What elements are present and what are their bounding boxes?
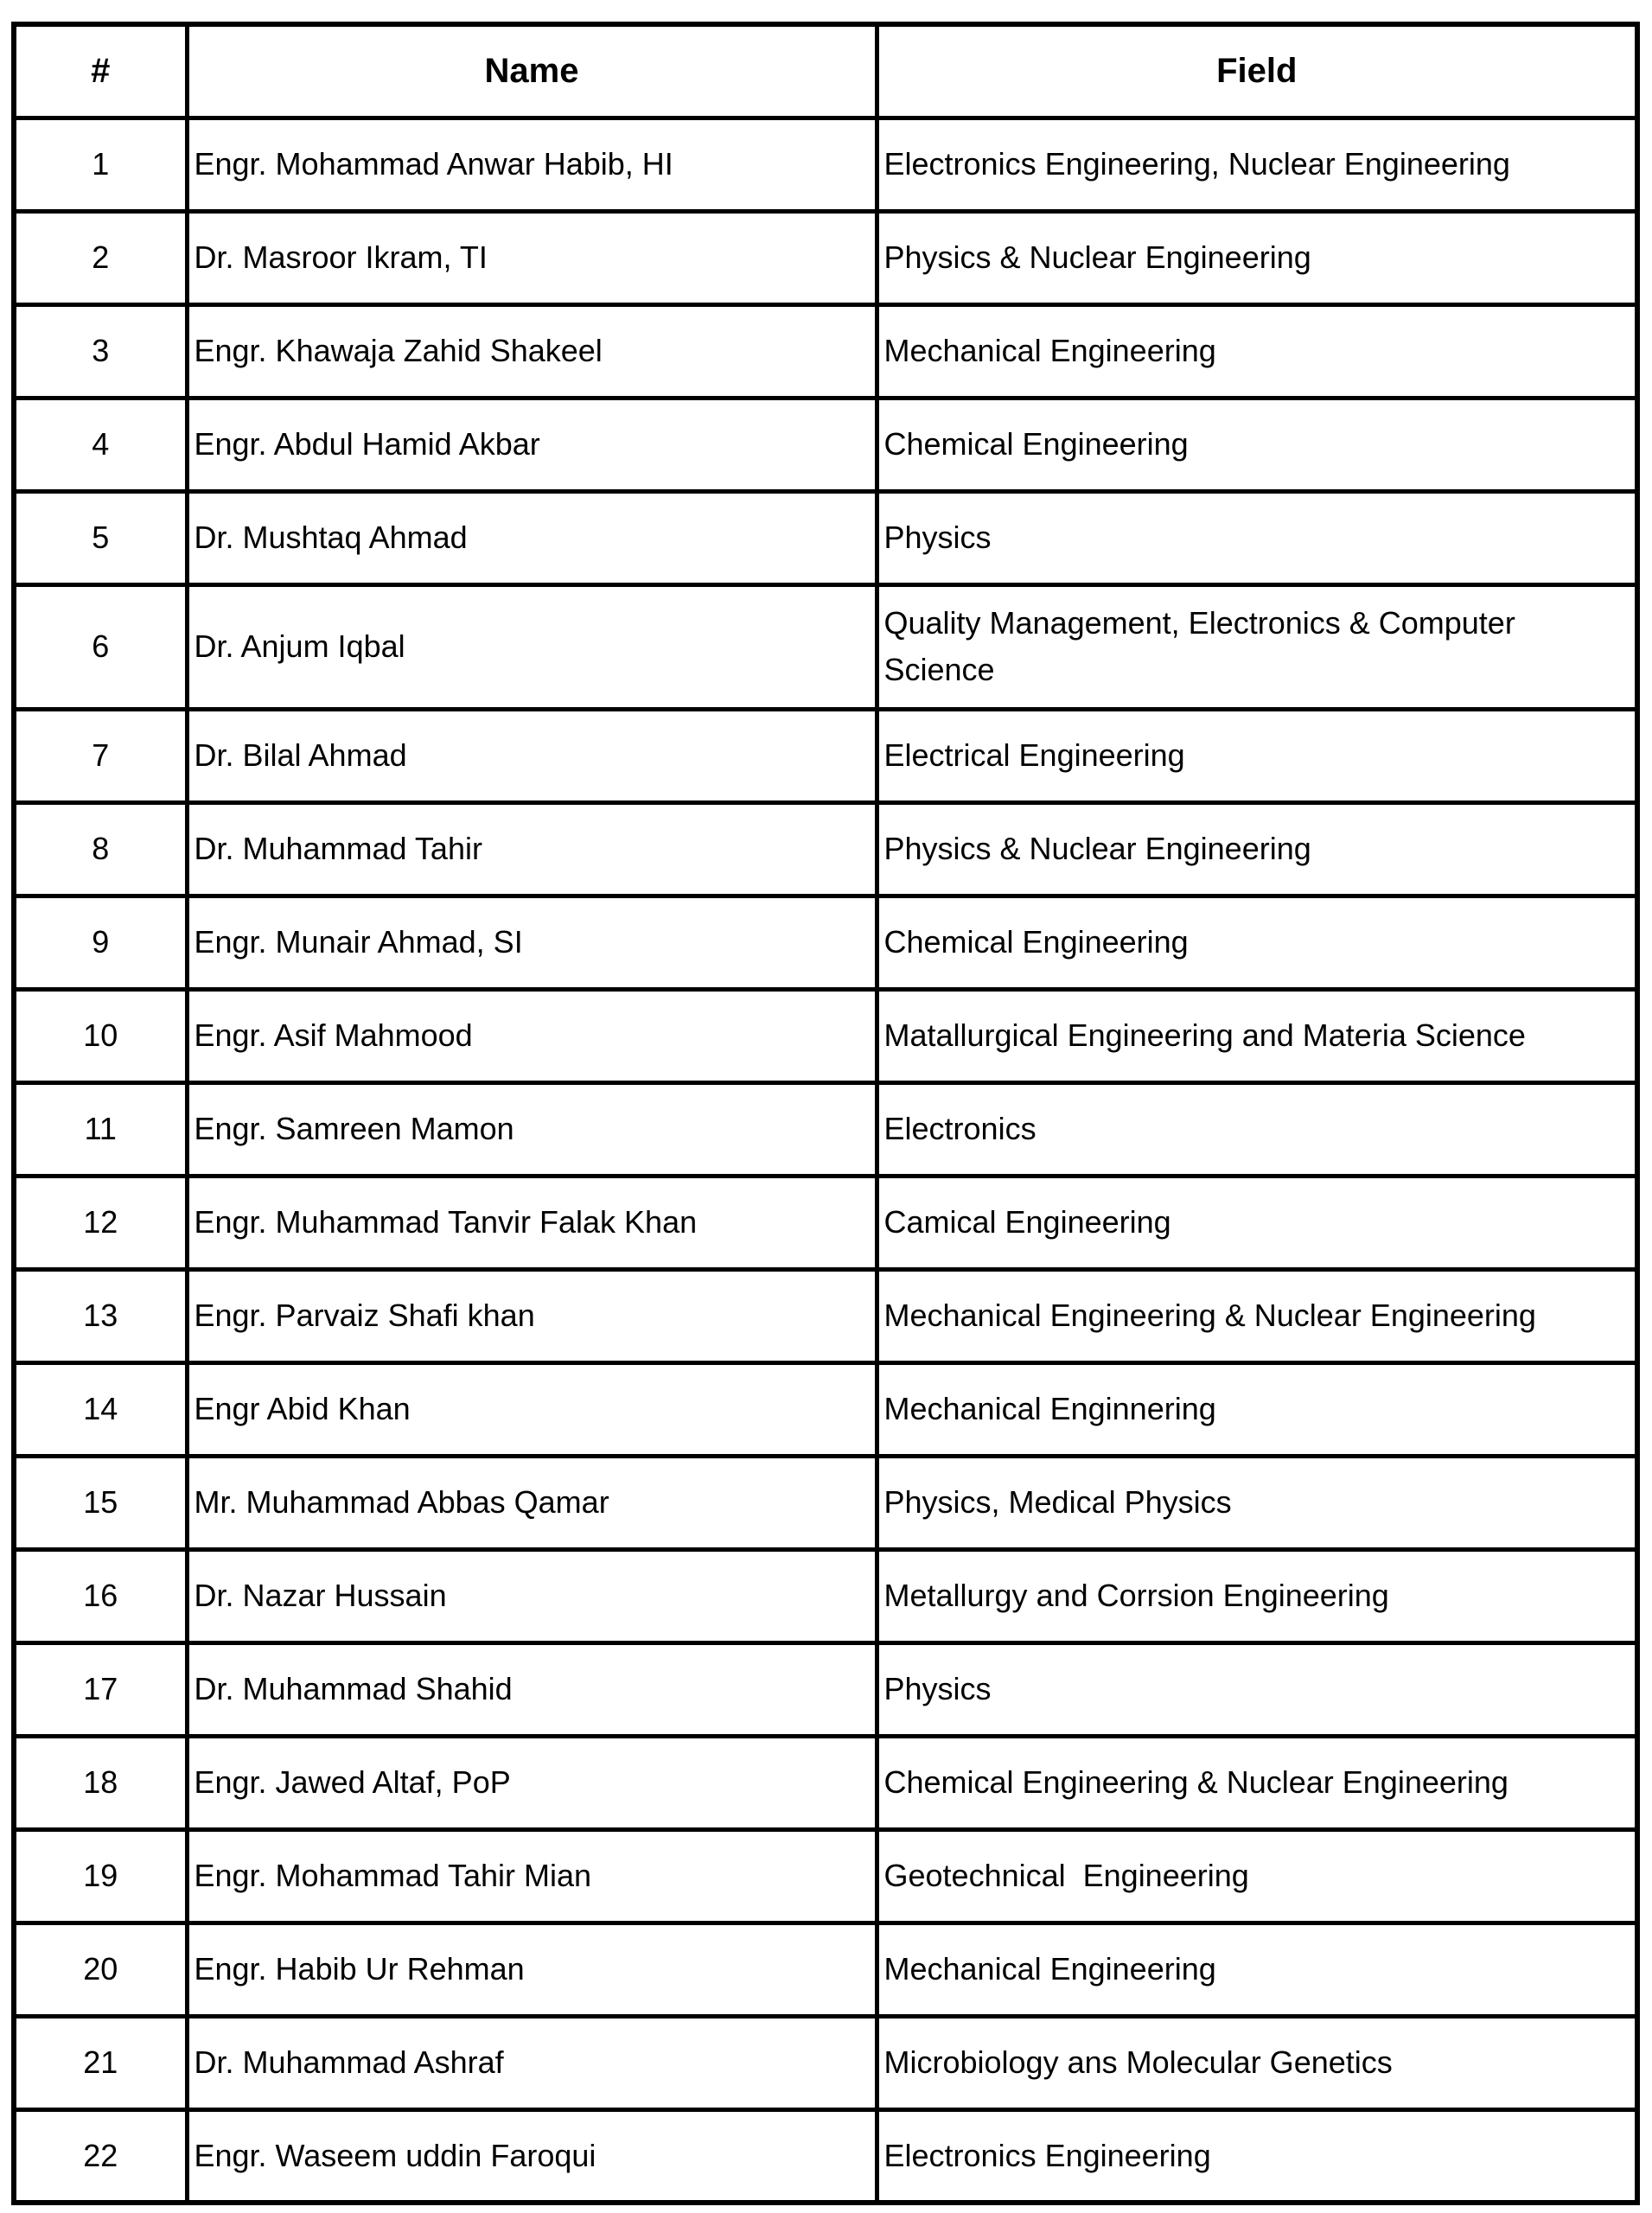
member-field: Physics [877, 491, 1637, 584]
table-row [14, 802, 1637, 896]
table-row [14, 1829, 1637, 1923]
member-field: Camical Engineering [877, 1176, 1637, 1269]
member-name: Dr. Muhammad Tahir [187, 802, 877, 896]
member-name: Dr. Anjum Iqbal [187, 584, 877, 709]
row-number: 4 [14, 398, 187, 491]
row-number: 18 [14, 1736, 187, 1829]
table-row [14, 1362, 1637, 1456]
table-row [14, 118, 1637, 211]
member-name: Dr. Masroor Ikram, TI [187, 211, 877, 304]
column-header-number: # [14, 24, 187, 118]
member-name: Engr. Habib Ur Rehman [187, 1923, 877, 2016]
member-field: Quality Management, Electronics & Computer Science [877, 584, 1637, 709]
member-field: Electronics Engineering, Nuclear Engineering [877, 118, 1637, 211]
row-number: 1 [14, 118, 187, 211]
member-field: Geotechnical Engineering [877, 1829, 1637, 1923]
row-number: 15 [14, 1456, 187, 1549]
table-row [14, 2016, 1637, 2109]
row-number: 14 [14, 1362, 187, 1456]
row-number: 11 [14, 1082, 187, 1176]
column-header-name: Name [187, 24, 877, 118]
member-name: Engr. Munair Ahmad, SI [187, 896, 877, 989]
table-row [14, 584, 1637, 709]
member-field: Mechanical Engineering [877, 304, 1637, 398]
row-number: 22 [14, 2109, 187, 2203]
member-field: Microbiology ans Molecular Genetics [877, 2016, 1637, 2109]
table-row [14, 2109, 1637, 2203]
header-row [14, 24, 1637, 118]
member-name: Engr. Asif Mahmood [187, 989, 877, 1082]
table-row [14, 709, 1637, 802]
table-row [14, 491, 1637, 584]
row-number: 5 [14, 491, 187, 584]
member-name: Engr. Muhammad Tanvir Falak Khan [187, 1176, 877, 1269]
member-name: Dr. Bilal Ahmad [187, 709, 877, 802]
member-name: Dr. Muhammad Shahid [187, 1642, 877, 1736]
row-number: 3 [14, 304, 187, 398]
member-name: Dr. Mushtaq Ahmad [187, 491, 877, 584]
member-field: Mechanical Engineering & Nuclear Engineering [877, 1269, 1637, 1362]
member-name: Mr. Muhammad Abbas Qamar [187, 1456, 877, 1549]
row-number: 20 [14, 1923, 187, 2016]
row-number: 6 [14, 584, 187, 709]
row-number: 12 [14, 1176, 187, 1269]
member-name: Engr. Jawed Altaf, PoP [187, 1736, 877, 1829]
member-field: Chemical Engineering [877, 896, 1637, 989]
row-number: 13 [14, 1269, 187, 1362]
members-table [11, 22, 1640, 2205]
member-field: Metallurgy and Corrsion Engineering [877, 1549, 1637, 1642]
member-field: Physics & Nuclear Engineering [877, 802, 1637, 896]
table-row [14, 1923, 1637, 2016]
row-number: 16 [14, 1549, 187, 1642]
row-number: 7 [14, 709, 187, 802]
table-row [14, 398, 1637, 491]
member-field: Electrical Engineering [877, 709, 1637, 802]
member-name: Engr. Samreen Mamon [187, 1082, 877, 1176]
row-number: 19 [14, 1829, 187, 1923]
column-header-field: Field [877, 24, 1637, 118]
row-number: 10 [14, 989, 187, 1082]
row-number: 21 [14, 2016, 187, 2109]
table-row [14, 1082, 1637, 1176]
row-number: 9 [14, 896, 187, 989]
table-row [14, 896, 1637, 989]
member-name: Engr. Abdul Hamid Akbar [187, 398, 877, 491]
member-field: Physics [877, 1642, 1637, 1736]
member-name: Engr Abid Khan [187, 1362, 877, 1456]
member-field: Electronics [877, 1082, 1637, 1176]
table-row [14, 1642, 1637, 1736]
table-row [14, 1549, 1637, 1642]
table-row [14, 989, 1637, 1082]
row-number: 8 [14, 802, 187, 896]
member-name: Dr. Nazar Hussain [187, 1549, 877, 1642]
member-field: Mechanical Engineering [877, 1923, 1637, 2016]
member-name: Engr. Parvaiz Shafi khan [187, 1269, 877, 1362]
table-row [14, 1736, 1637, 1829]
member-field: Physics & Nuclear Engineering [877, 211, 1637, 304]
member-name: Engr. Khawaja Zahid Shakeel [187, 304, 877, 398]
table-row [14, 211, 1637, 304]
row-number: 17 [14, 1642, 187, 1736]
table-row [14, 1176, 1637, 1269]
member-field: Matallurgical Engineering and Materia Science [877, 989, 1637, 1082]
member-field: Electronics Engineering [877, 2109, 1637, 2203]
table-row [14, 304, 1637, 398]
member-name: Engr. Mohammad Tahir Mian [187, 1829, 877, 1923]
table-row [14, 1269, 1637, 1362]
member-field: Chemical Engineering & Nuclear Engineering [877, 1736, 1637, 1829]
member-field: Physics, Medical Physics [877, 1456, 1637, 1549]
member-name: Dr. Muhammad Ashraf [187, 2016, 877, 2109]
member-field: Chemical Engineering [877, 398, 1637, 491]
member-name: Engr. Mohammad Anwar Habib, HI [187, 118, 877, 211]
row-number: 2 [14, 211, 187, 304]
table-row [14, 1456, 1637, 1549]
member-field: Mechanical Enginnering [877, 1362, 1637, 1456]
member-name: Engr. Waseem uddin Faroqui [187, 2109, 877, 2203]
